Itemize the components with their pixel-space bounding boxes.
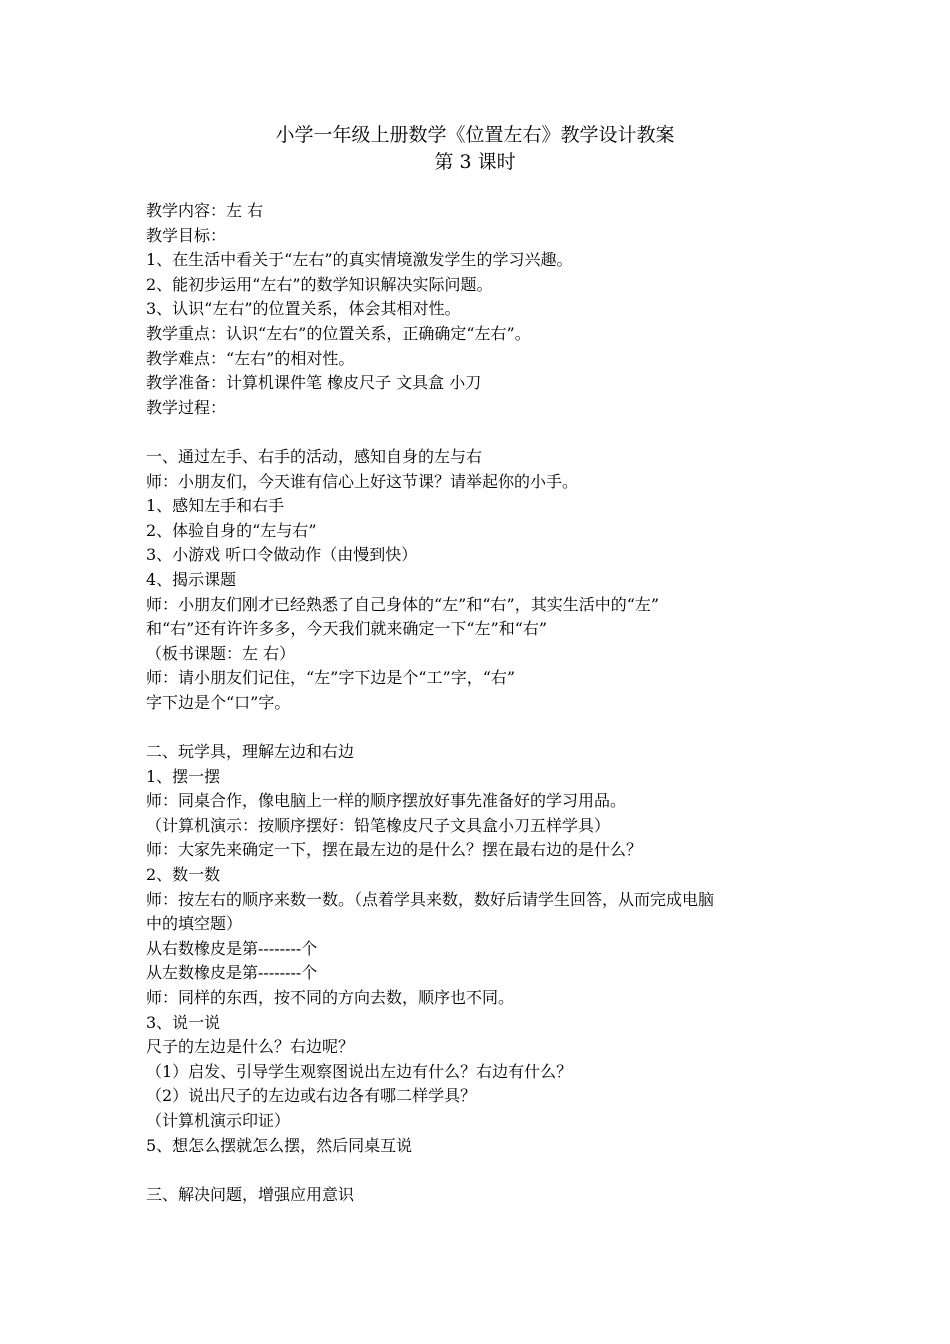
- paragraph-line: 师：同桌合作，像电脑上一样的顺序摆放好事先准备好的学习用品。: [146, 791, 627, 811]
- paragraph-line: 师：小朋友们刚才已经熟悉了自己身体的“左”和“右”，其实生活中的“左”: [146, 594, 660, 614]
- teaching-difficulty: 教学难点：“左右”的相对性。: [146, 348, 355, 368]
- paragraph-line: 2、数一数: [146, 865, 221, 885]
- paragraph-line: 中的填空题）: [146, 914, 243, 934]
- document-subtitle: 第 3 课时: [434, 151, 516, 173]
- teaching-process-heading: 教学过程：: [146, 397, 227, 417]
- paragraph-line: （1）启发、引导学生观察图说出左边有什么？右边有什么？: [146, 1061, 573, 1081]
- paragraph-line: 字下边是个“口”字。: [146, 692, 291, 712]
- paragraph-line: 5、想怎么摆就怎么摆，然后同桌互说: [146, 1135, 413, 1155]
- section-heading: 三、解决问题，增强应用意识: [146, 1184, 355, 1204]
- teaching-preparation: 教学准备：计算机课件笔 橡皮尺子 文具盒 小刀: [146, 373, 482, 393]
- teaching-goals-heading: 教学目标：: [146, 225, 227, 245]
- paragraph-line: 师：小朋友们，今天谁有信心上好这节课？请举起你的小手。: [146, 471, 579, 491]
- paragraph-line: 尺子的左边是什么？右边呢？: [146, 1037, 355, 1057]
- title-block: [0, 122, 950, 176]
- section-heading: 一、通过左手、右手的活动，感知自身的左与右: [146, 446, 483, 466]
- document-title: 小学一年级上册数学《位置左右》教学设计教案: [275, 124, 675, 146]
- paragraph-line: 1、感知左手和右手: [146, 496, 285, 516]
- teaching-focus: 教学重点：认识“左右”的位置关系，正确确定“左右”。: [146, 323, 531, 343]
- paragraph-line: 师：同样的东西，按不同的方向去数，顺序也不同。: [146, 988, 515, 1007]
- paragraph-line: 师：按左右的顺序来数一数。（点着学具来数，数好后请学生回答，从而完成电脑: [146, 889, 715, 909]
- paragraph-line: 3、说一说: [146, 1012, 221, 1032]
- paragraph-line: 师：大家先来确定一下，摆在最左边的是什么？摆在最右边的是什么？: [146, 840, 643, 860]
- spacer: [146, 715, 816, 740]
- spacer: [146, 1158, 816, 1183]
- section-heading: 二、玩学具，理解左边和右边: [146, 742, 355, 762]
- spacer: [146, 420, 816, 445]
- goal-item: 2、能初步运用“左右”的数学知识解决实际问题。: [146, 274, 493, 294]
- paragraph-line: 1、摆一摆: [146, 766, 221, 786]
- teaching-content: 教学内容：左 右: [146, 201, 264, 220]
- paragraph-line: 师：请小朋友们记住，“左”字下边是个“工”字，“右”: [146, 668, 516, 688]
- paragraph-line: 从右数橡皮是第--------个: [146, 938, 318, 958]
- paragraph-line: 3、小游戏 听口令做动作（由慢到快）: [146, 545, 418, 565]
- paragraph-line: 2、体验自身的“左与右”: [146, 520, 317, 540]
- paragraph-line: 4、揭示课题: [146, 569, 237, 589]
- goal-item: 1、在生活中看关于“左右”的真实情境激发学生的学习兴趣。: [146, 250, 573, 270]
- paragraph-line: （2）说出尺子的左边或右边各有哪二样学具？: [146, 1086, 477, 1106]
- paragraph-line: （计算机演示印证）: [146, 1110, 291, 1130]
- paragraph-line: （板书课题：左 右）: [146, 643, 296, 663]
- paragraph-line: 从左数橡皮是第--------个: [146, 963, 318, 983]
- paragraph-line: （计算机演示：按顺序摆好：铅笔橡皮尺子文具盒小刀五样学具）: [146, 815, 611, 835]
- document-body: [146, 199, 816, 1207]
- goal-item: 3、认识“左右”的位置关系，体会其相对性。: [146, 299, 461, 319]
- paragraph-line: 和“右”还有许许多多，今天我们就来确定一下“左”和“右”: [146, 619, 548, 639]
